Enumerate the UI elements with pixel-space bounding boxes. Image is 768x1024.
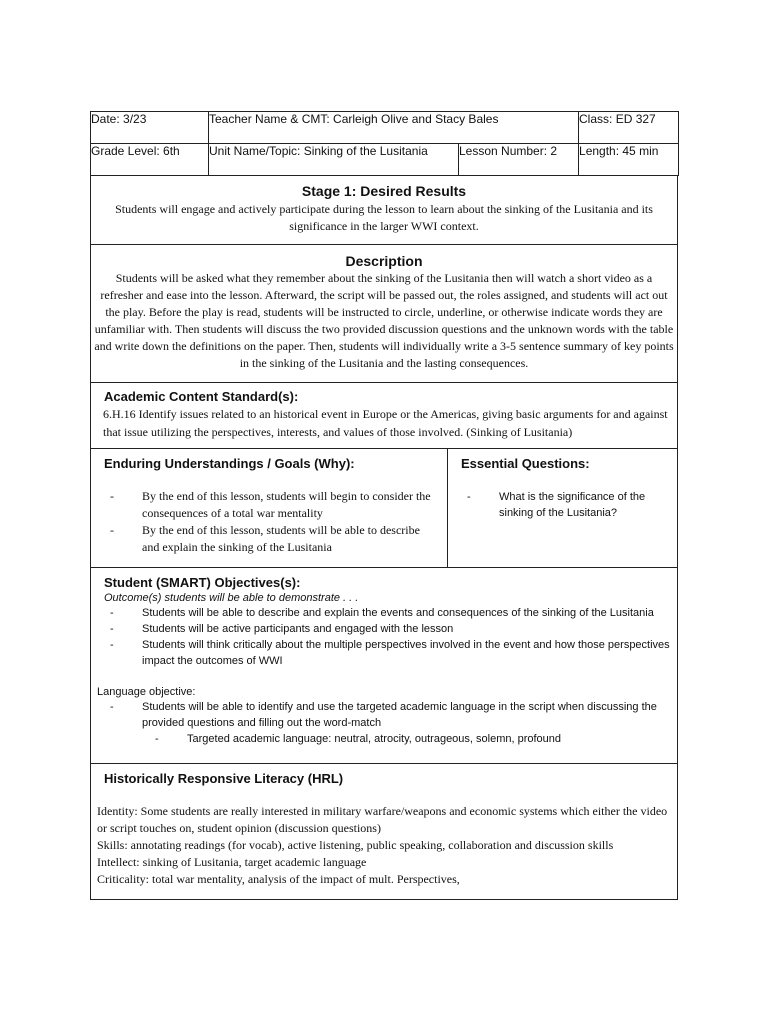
stage1-section — [90, 176, 678, 245]
grade-level-cell: Grade Level: 6th — [91, 144, 209, 176]
description-body: Students will be asked what they remember about the sinking of the Lusitania then will watch a short video as a refresher and ease into the lesson. Afterward, the script will be passed out, the roles assigned, and students will act out the play. Before the play is read, students will be instructed to circle, underline, or otherwise indicate words they are unfamiliar with. Then students will discuss the two provided discussion questions and the unknown words with the table and write down the definitions on the paper. Then, students will individually write a 3-5 sentence summary of key points in the sinking of the Lusitania and the lasting consequences. — [94, 271, 674, 370]
hrl-section — [90, 764, 678, 900]
hrl-identity: Identity: Some students are really interested in military warfare/weapons and economic systems which either the video or script touches on, student opinion (discussion questions) — [97, 804, 668, 835]
date-cell: Date: 3/23 — [91, 112, 209, 144]
enduring-item: - By the end of this lesson, students will be able to describe and explain the sinking of the Lusitania — [142, 522, 437, 556]
standards-title: Academic Content Standard(s): — [104, 389, 299, 404]
objective-item: - Students will think critically about the multiple perspectives involved in the event and how those perspectives impact the outcomes of WWI — [142, 637, 671, 669]
essential-questions — [448, 449, 677, 567]
lesson-number-cell: Lesson Number: 2 — [459, 144, 579, 176]
hrl-intellect: Intellect: sinking of Lusitania, target academic language — [97, 855, 367, 869]
essential-item: - What is the significance of the sinking of the Lusitania? — [499, 489, 667, 521]
stage1-title: Stage 1: Desired Results — [301, 183, 467, 199]
standards-section — [90, 383, 678, 449]
stage1-body: Students will engage and actively participate during the lesson to learn about the sinking of the Lusitania and its significance in the larger WWI context. — [115, 202, 653, 233]
objective-item: - Students will be able to describe and explain the events and consequences of the sinking of the Lusitania — [142, 605, 671, 621]
enduring-item: - By the end of this lesson, students will begin to consider the consequences of a total war mentality — [142, 488, 437, 522]
hrl-criticality: Criticality: total war mentality, analysis of the impact of mult. Perspectives, — [97, 872, 460, 886]
objectives-section — [90, 568, 678, 764]
length-cell: Length: 45 min — [579, 144, 679, 176]
enduring-understandings — [91, 449, 448, 567]
class-cell: Class: ED 327 — [579, 112, 679, 144]
unit-topic-cell: Unit Name/Topic: Sinking of the Lusitania — [209, 144, 459, 176]
objectives-subtitle: Outcome(s) students will be able to demonstrate . . . — [104, 592, 359, 604]
description-title: Description — [345, 253, 423, 269]
standards-body: 6.H.16 Identify issues related to an historical event in Europe or the Americas, giving basic arguments for and against that issue utilizing the perspectives, interests, and values of those involved. (Sinking of Lusitania) — [103, 407, 668, 439]
description-section — [90, 245, 678, 383]
language-objective-item: - Students will be able to identify and use the targeted academic language in the script when discussing the provided questions and filling out the word-match — [142, 699, 671, 731]
academic-language-item: - Targeted academic language: neutral, atrocity, outrageous, solemn, profound — [187, 731, 677, 747]
hrl-skills: Skills: annotating readings (for vocab), active listening, public speaking, collaboration and discussion skills — [97, 838, 614, 852]
objectives-title: Student (SMART) Objectives(s): — [104, 575, 301, 590]
enduring-title: Enduring Understandings / Goals (Why): — [104, 456, 355, 471]
header-table — [90, 111, 679, 176]
essential-title: Essential Questions: — [461, 456, 590, 471]
teacher-cell: Teacher Name & CMT: Carleigh Olive and Stacy Bales — [209, 112, 579, 144]
hrl-title: Historically Responsive Literacy (HRL) — [104, 771, 344, 786]
lesson-plan-document — [90, 111, 678, 900]
goals-questions-section — [90, 449, 678, 568]
objective-item: - Students will be active participants and engaged with the lesson — [142, 621, 671, 637]
language-objective-label: Language objective: — [97, 686, 196, 698]
